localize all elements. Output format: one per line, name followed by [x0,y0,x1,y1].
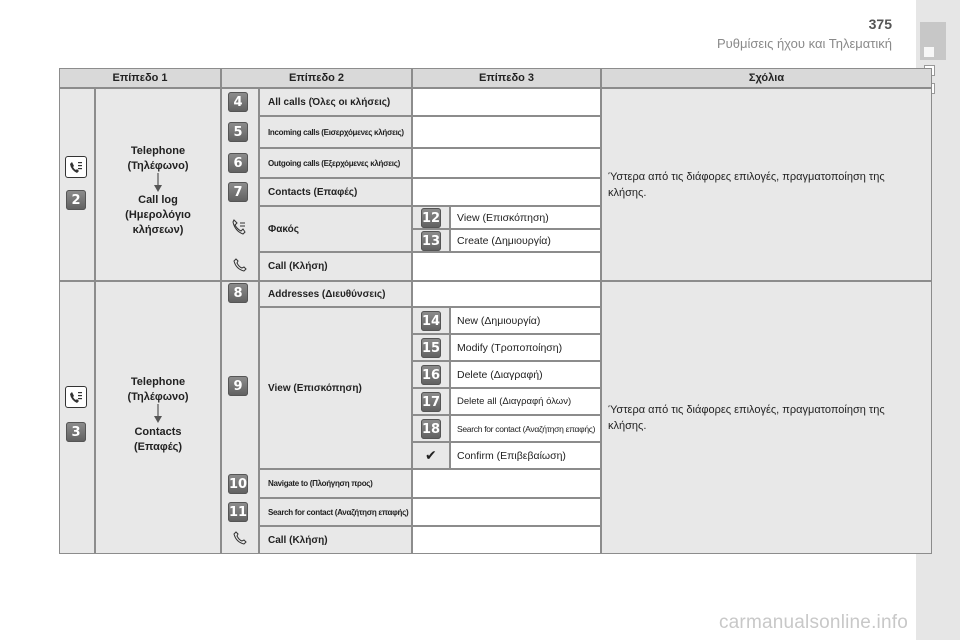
badge-6: 6 [228,153,248,173]
empty-cell [412,498,601,526]
badge-18: 18 [421,419,441,439]
empty-cell [412,252,601,281]
menu-item-folder[interactable]: Φακός [259,206,412,252]
menu-item-view[interactable]: View (Επισκόπηση) [259,307,412,469]
menu-item-incoming-calls[interactable]: Incoming calls (Εισερχόμενες κλήσεις) [259,116,412,148]
badge-2: 2 [66,190,86,210]
section1-comment [601,88,932,281]
empty-cell [412,116,601,148]
menu-item-call[interactable]: Call (Κλήση) [259,252,412,281]
badge-8: 8 [228,283,248,303]
option-modify[interactable]: Modify (Τροποποίηση) [450,334,601,361]
option-delete-all[interactable]: Delete all (Διαγραφή όλων) [450,388,601,415]
level1-contacts: Contacts (Επαφές) [133,426,183,453]
phone-menu-icon [65,156,87,178]
header-level1: Επίπεδο 1 [59,68,221,88]
arrow-down-icon [153,404,163,424]
option-confirm[interactable]: Confirm (Επιβεβαίωση) [450,442,601,469]
section2-icon-cell [59,281,95,554]
active-chapter-tab[interactable] [920,22,946,60]
comment-text: Ύστερα από τις διάφορες επιλογές, πραγματοποίηση της κλήσης. [608,403,885,432]
option-create[interactable]: Create (Δημιουργία) [450,229,601,252]
empty-cell [412,281,601,307]
option-new[interactable]: New (Δημιουργία) [450,307,601,334]
badge-4: 4 [228,92,248,112]
level1-telephone: Telephone (Τηλέφωνο) [127,145,189,172]
badge-15: 15 [421,338,441,358]
badge-16: 16 [421,365,441,385]
empty-cell [412,88,601,116]
phone-handset-icon [233,531,247,545]
checkmark-icon: ✔ [425,448,437,464]
badge-17: 17 [421,392,441,412]
empty-cell [412,526,601,554]
menu-item-search-contact[interactable]: Search for contact (Αναζήτηση επαφής) [259,498,412,526]
empty-cell [412,148,601,178]
chapter-title: Ρυθμίσεις ήχου και Τηλεματική [716,36,892,51]
badge-9: 9 [228,376,248,396]
badge-12: 12 [421,208,441,228]
section1-icon-cell [59,88,95,281]
badge-14: 14 [421,311,441,331]
badge-10: 10 [228,474,248,494]
badge-7: 7 [228,182,248,202]
badge-11: 11 [228,502,248,522]
phone-menu-icon [65,386,87,408]
menu-item-contacts[interactable]: Contacts (Επαφές) [259,178,412,206]
menu-table [59,68,932,554]
badge-13: 13 [421,231,441,251]
header-level2: Επίπεδο 2 [221,68,412,88]
phone-handset-icon [233,258,247,272]
badge-3: 3 [66,422,86,442]
header-comments: Σχόλια [601,68,932,88]
empty-cell [412,178,601,206]
page-number: 375 [868,16,892,32]
menu-item-navigate-to[interactable]: Navigate to (Πλοήγηση προς) [259,469,412,498]
menu-item-all-calls[interactable]: All calls (Όλες οι κλήσεις) [259,88,412,116]
badge-5: 5 [228,122,248,142]
menu-item-addresses[interactable]: Addresses (Διευθύνσεις) [259,281,412,307]
folder-icon [232,219,246,235]
menu-item-call[interactable]: Call (Κλήση) [259,526,412,554]
option-delete[interactable]: Delete (Διαγραφή) [450,361,601,388]
watermark: carmanualsonline.info [718,612,908,633]
option-search-contact[interactable]: Search for contact (Αναζήτηση επαφής) [450,415,601,442]
menu-item-outgoing-calls[interactable]: Outgoing calls (Εξερχόμενες κλήσεις) [259,148,412,178]
section2-comment [601,281,932,554]
header-level3: Επίπεδο 3 [412,68,601,88]
empty-cell [412,469,601,498]
comment-text: Ύστερα από τις διάφορες επιλογές, πραγματοποίηση της κλήσης. [608,170,885,199]
level1-telephone: Telephone (Τηλέφωνο) [127,376,189,403]
option-view[interactable]: View (Επισκόπηση) [450,206,601,229]
arrow-down-icon [153,173,163,193]
level1-call-log: Call log (Ημερολόγιο κλήσεων) [125,194,191,236]
